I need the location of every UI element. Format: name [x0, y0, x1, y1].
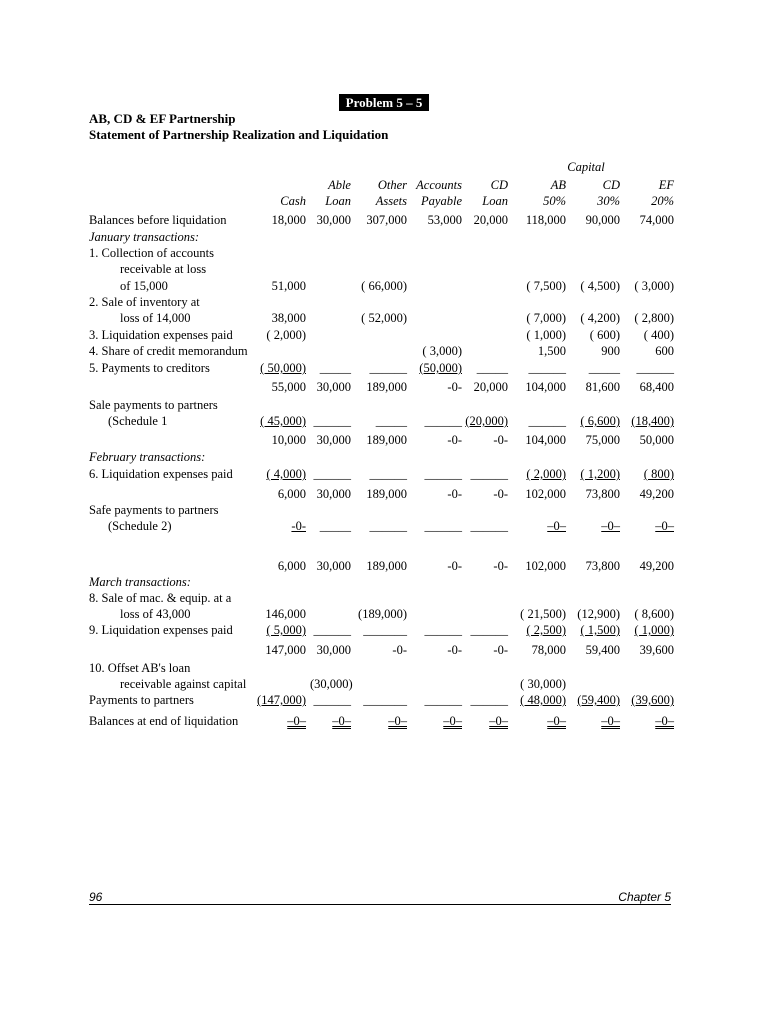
- table-cell: ( 1,200): [580, 467, 620, 481]
- table-row: [0, 245, 768, 261]
- row-label: 1. Collection of accounts: [89, 246, 214, 260]
- table-cell: _____: [319, 361, 351, 375]
- table-row: [0, 261, 768, 277]
- table-cell: 18,000: [271, 213, 306, 227]
- table-cell: -0-: [493, 559, 508, 573]
- table-cell: 78,000: [531, 643, 566, 657]
- table-row: [0, 676, 768, 692]
- table-cell: 49,200: [639, 559, 674, 573]
- table-cell: ______: [528, 361, 566, 375]
- table-row: [0, 432, 768, 448]
- table-cell: 30,000: [316, 487, 351, 501]
- row-label: 4. Share of credit memorandum: [89, 344, 248, 358]
- table-cell: _______: [363, 623, 407, 637]
- table-cell: 53,000: [427, 213, 462, 227]
- table-row: [0, 590, 768, 606]
- table-row: [0, 327, 768, 343]
- table-cell: 74,000: [639, 213, 674, 227]
- table-row: [0, 397, 768, 413]
- row-label: March transactions:: [89, 575, 191, 589]
- table-cell: –0–: [388, 714, 407, 728]
- table-cell: 189,000: [366, 433, 407, 447]
- row-label: (Schedule 2): [108, 519, 172, 533]
- row-label: Payments to partners: [89, 693, 194, 707]
- table-cell: ______: [424, 467, 462, 481]
- table-cell: ( 3,000): [634, 279, 674, 293]
- table-cell: 10,000: [271, 433, 306, 447]
- table-cell: 51,000: [271, 279, 306, 293]
- table-row: [0, 606, 768, 622]
- table-cell: ( 800): [643, 467, 674, 481]
- table-cell: ( 6,600): [580, 414, 620, 428]
- table-cell: (18,400): [631, 414, 674, 428]
- table-cell: (20,000): [465, 414, 508, 428]
- table-cell: _____: [588, 361, 620, 375]
- header-cash: Cash: [280, 194, 306, 208]
- table-cell: ______: [313, 467, 351, 481]
- table-cell: –0–: [489, 714, 508, 728]
- table-cell: ( 21,500): [520, 607, 566, 621]
- problem-title: Problem 5 – 5: [339, 94, 429, 111]
- table-cell: ( 400): [643, 328, 674, 342]
- table-cell: ______: [470, 623, 508, 637]
- header-cd-loan: CD Loan: [482, 178, 508, 208]
- table-cell: 59,400: [585, 643, 620, 657]
- table-cell: ( 30,000): [520, 677, 566, 691]
- table-cell: –0–: [601, 714, 620, 728]
- table-cell: 900: [601, 344, 620, 358]
- table-cell: ( 1,000): [634, 623, 674, 637]
- table-cell: ( 2,000): [526, 467, 566, 481]
- table-cell: -0-: [291, 519, 306, 533]
- table-row: [0, 449, 768, 465]
- table-cell: _____: [375, 414, 407, 428]
- table-cell: ______: [470, 693, 508, 707]
- table-row: [0, 310, 768, 326]
- table-cell: –0–: [655, 714, 674, 728]
- table-cell: 30,000: [316, 213, 351, 227]
- table-cell: 49,200: [639, 487, 674, 501]
- table-cell: ______: [424, 693, 462, 707]
- table-row: [0, 642, 768, 658]
- row-label: Sale payments to partners: [89, 398, 218, 412]
- table-cell: –0–: [547, 519, 566, 533]
- row-label: Balances at end of liquidation: [89, 714, 239, 728]
- header-cd-capital: CD 30%: [597, 178, 620, 208]
- table-cell: ______: [470, 519, 508, 533]
- table-cell: ( 2,000): [266, 328, 306, 342]
- page-number: 96: [89, 890, 103, 904]
- table-cell: (59,400): [577, 693, 620, 707]
- table-cell: 55,000: [271, 380, 306, 394]
- table-cell: 39,600: [639, 643, 674, 657]
- table-row: [0, 660, 768, 676]
- table-row: [0, 574, 768, 590]
- row-label: 6. Liquidation expenses paid: [89, 467, 233, 481]
- table-cell: 81,600: [585, 380, 620, 394]
- table-cell: 50,000: [639, 433, 674, 447]
- row-label: Balances before liquidation: [89, 213, 227, 227]
- table-cell: 118,000: [525, 213, 566, 227]
- table-row: [0, 278, 768, 294]
- table-cell: ( 2,800): [634, 311, 674, 325]
- row-label: 10. Offset AB's loan: [89, 661, 191, 675]
- table-cell: ( 5,000): [266, 623, 306, 637]
- table-cell: ______: [424, 519, 462, 533]
- table-cell: ( 1,500): [580, 623, 620, 637]
- table-cell: 30,000: [316, 380, 351, 394]
- table-cell: 189,000: [366, 559, 407, 573]
- table-cell: 189,000: [366, 380, 407, 394]
- table-cell: ______: [313, 693, 351, 707]
- table-cell: -0-: [493, 487, 508, 501]
- row-label: 2. Sale of inventory at: [89, 295, 200, 309]
- table-cell: –0–: [601, 519, 620, 533]
- row-label: receivable at loss: [120, 262, 207, 276]
- table-cell: (50,000): [419, 361, 462, 375]
- table-cell: -0-: [447, 559, 462, 573]
- chapter-label: Chapter 5: [618, 890, 671, 904]
- table-cell: ______: [636, 361, 674, 375]
- table-cell: (39,600): [631, 693, 674, 707]
- table-cell: ______: [313, 623, 351, 637]
- table-cell: ______: [369, 519, 407, 533]
- table-cell: _____: [476, 361, 508, 375]
- partnership-name: AB, CD & EF Partnership: [89, 111, 236, 126]
- table-cell: 38,000: [271, 311, 306, 325]
- table-cell: ______: [470, 467, 508, 481]
- table-cell: 1,500: [537, 344, 566, 358]
- table-cell: –0–: [287, 714, 306, 728]
- table-row: [0, 692, 768, 708]
- table-cell: _______: [363, 693, 407, 707]
- table-cell: 90,000: [585, 213, 620, 227]
- table-cell: 307,000: [366, 213, 407, 227]
- table-cell: ( 4,200): [580, 311, 620, 325]
- table-row: [0, 713, 768, 729]
- table-cell: –0–: [443, 714, 462, 728]
- table-cell: 30,000: [316, 433, 351, 447]
- table-row: [0, 360, 768, 376]
- table-cell: –0–: [547, 714, 566, 728]
- table-cell: 30,000: [316, 643, 351, 657]
- table-cell: 20,000: [473, 380, 508, 394]
- table-cell: 6,000: [277, 487, 306, 501]
- table-cell: 147,000: [265, 643, 306, 657]
- table-cell: ( 600): [589, 328, 620, 342]
- table-cell: ______: [424, 623, 462, 637]
- table-row: [0, 502, 768, 518]
- table-cell: 600: [655, 344, 674, 358]
- table-cell: 75,000: [585, 433, 620, 447]
- table-cell: (12,900): [577, 607, 620, 621]
- row-label: of 15,000: [120, 279, 168, 293]
- header-ab-capital: AB 50%: [543, 178, 566, 208]
- header-accounts-payable: Accounts Payable: [416, 178, 462, 208]
- table-cell: 30,000: [316, 559, 351, 573]
- table-row: [0, 229, 768, 245]
- table-cell: (30,000): [310, 677, 353, 691]
- table-row: [0, 486, 768, 502]
- table-cell: 104,000: [525, 380, 566, 394]
- row-label: 5. Payments to creditors: [89, 361, 210, 375]
- table-cell: 73,800: [585, 559, 620, 573]
- row-label: 9. Liquidation expenses paid: [89, 623, 233, 637]
- table-cell: ( 7,000): [526, 311, 566, 325]
- table-cell: -0-: [493, 643, 508, 657]
- row-label: February transactions:: [89, 450, 206, 464]
- table-cell: ______: [528, 414, 566, 428]
- table-cell: 189,000: [366, 487, 407, 501]
- table-row: [0, 466, 768, 482]
- table-cell: 20,000: [473, 213, 508, 227]
- table-cell: (147,000): [257, 693, 306, 707]
- table-cell: ( 8,600): [634, 607, 674, 621]
- table-cell: –0–: [332, 714, 351, 728]
- header-other-assets: Other Assets: [375, 178, 407, 208]
- table-cell: 102,000: [525, 487, 566, 501]
- table-cell: ( 48,000): [520, 693, 566, 707]
- table-cell: ( 4,500): [580, 279, 620, 293]
- table-row: [0, 518, 768, 534]
- table-row: [0, 413, 768, 429]
- row-label: Safe payments to partners: [89, 503, 219, 517]
- table-cell: ( 45,000): [260, 414, 306, 428]
- statement-title: Statement of Partnership Realization and Liquidation: [89, 127, 389, 142]
- table-cell: –0–: [655, 519, 674, 533]
- table-row: [0, 622, 768, 638]
- footer-divider: [89, 904, 671, 905]
- table-cell: ______: [369, 467, 407, 481]
- table-row: [0, 343, 768, 359]
- row-label: loss of 14,000: [120, 311, 191, 325]
- table-cell: 102,000: [525, 559, 566, 573]
- table-cell: 68,400: [639, 380, 674, 394]
- table-cell: -0-: [447, 643, 462, 657]
- table-row: [0, 379, 768, 395]
- table-cell: ( 3,000): [422, 344, 462, 358]
- table-cell: ______: [313, 414, 351, 428]
- row-label: January transactions:: [89, 230, 200, 244]
- table-row: [0, 558, 768, 574]
- capital-header: Capital: [567, 160, 605, 174]
- table-cell: ______: [424, 414, 462, 428]
- table-cell: 104,000: [525, 433, 566, 447]
- header-able-loan: Able Loan: [325, 178, 351, 208]
- table-cell: -0-: [447, 433, 462, 447]
- table-cell: -0-: [447, 380, 462, 394]
- table-cell: ( 1,000): [526, 328, 566, 342]
- table-cell: 146,000: [265, 607, 306, 621]
- table-row: [0, 212, 768, 228]
- row-label: (Schedule 1: [108, 414, 168, 428]
- table-cell: ( 7,500): [526, 279, 566, 293]
- row-label: 3. Liquidation expenses paid: [89, 328, 233, 342]
- table-cell: ( 4,000): [266, 467, 306, 481]
- table-cell: -0-: [447, 487, 462, 501]
- table-cell: ( 52,000): [361, 311, 407, 325]
- header-ef-capital: EF 20%: [651, 178, 674, 208]
- table-cell: ______: [369, 361, 407, 375]
- row-label: receivable against capital: [120, 677, 247, 691]
- row-label: 8. Sale of mac. & equip. at a: [89, 591, 232, 605]
- table-cell: ( 2,500): [526, 623, 566, 637]
- table-cell: (189,000): [358, 607, 407, 621]
- table-row: [0, 294, 768, 310]
- table-cell: -0-: [493, 433, 508, 447]
- table-cell: 6,000: [277, 559, 306, 573]
- row-label: loss of 43,000: [120, 607, 191, 621]
- table-cell: ( 50,000): [260, 361, 306, 375]
- table-cell: ( 66,000): [361, 279, 407, 293]
- table-cell: _____: [319, 519, 351, 533]
- table-cell: -0-: [392, 643, 407, 657]
- table-cell: 73,800: [585, 487, 620, 501]
